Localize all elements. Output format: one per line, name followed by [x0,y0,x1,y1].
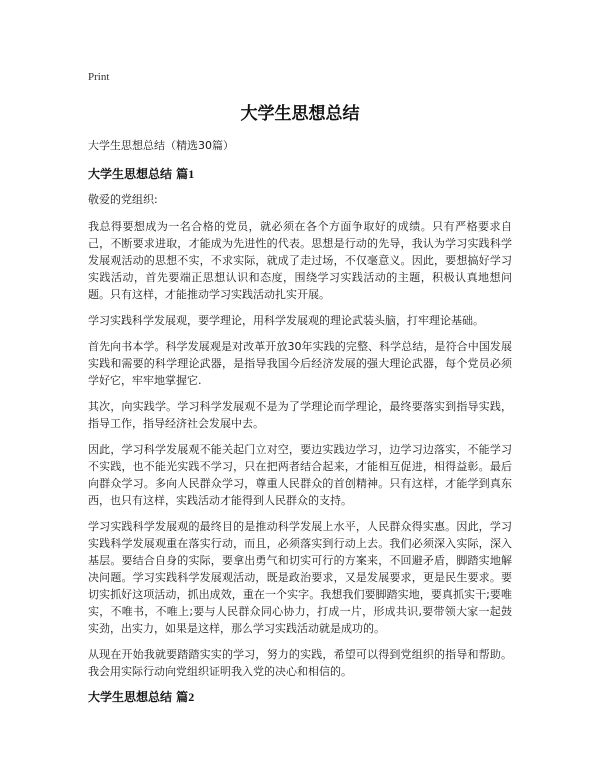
paragraph: 学习实践科学发展观的最终目的是推动科学发展上水平，人民群众得实惠。因此，学习实践科学发展观重在落实行动，而且，必须落实到行动上去。我们必须深入实际，深入基层。要结合自身的实际，要拿出勇气和切实可行的方案来，不回避矛盾，脚踏实地解决问题。学习实践科学发展观活动，既是政治要求，又是发展要求，更是民生要求。要切实抓好这项活动，抓出成效，重在一个实字。我想我们要脚踏实地，要真抓实干;要唯实，不唯书，不唯上;要与人民群众同心协力，打成一片，形成共识,要带领大家一起鼓实劲，出实力，如果是这样，那么学习实践活动就是成功的。 [88,520,512,635]
salutation: 敬爱的党组织: [88,193,158,206]
paragraph: 因此，学习科学发展观不能关起门立对空，要边实践边学习，边学习边落实，不能学习不实践，也不能光实践不学习，只在把两者结合起来，才能相互促进，相得益彰。最后向群众学习。多向人民群众学习，尊重人民群众的首创精神。只有这样，才能学到真东西，也只有这样，实践活动才能得到人民群众的支持。 [88,443,512,507]
section-heading-number: 1 [188,167,195,181]
print-label[interactable]: Print [88,71,110,83]
section-1 [88,166,512,680]
paragraph: 其次，向实践学。学习科学发展观不是为了学理论而学理论，最终要落实到指导实践，指导工作，指导经济社会发展中去。 [88,400,512,430]
section-heading-text: 大学生思想总结 篇 [88,167,189,181]
section-2 [88,689,512,705]
paragraph: 学习实践科学发展观，要学理论，用科学发展观的理论武装头脑，打牢理论基础。 [88,314,484,327]
paragraph: 从现在开始我就要踏踏实实的学习，努力的实践，希望可以得到党组织的指导和帮助。我会用实际行动向党组织证明我入党的决心和相信的。 [88,648,512,678]
section-heading-number: 2 [188,690,195,704]
section-heading-text: 大学生思想总结 篇 [88,690,189,704]
paragraph: 我总得要想成为一名合格的党员，就必须在各个方面争取好的成绩。只有严格要求自己，不断要求进取，才能成为先进性的代表。思想是行动的先导，我认为学习实践科学发展观活动的思想不实，不求实际，就成了走过场，不仅毫意义。因此，要想搞好学习实践活动，首先要端正思想认识和态度，围绕学习实践活动的主题，积极认真地想问题。只有这样，才能推动学习实践活动扎实开展。 [88,220,512,301]
section-heading [88,166,512,182]
paragraph: 首先向书本学。科学发展观是对改革开放30年实践的完整、科学总结，是符合中国发展实践和需要的科学理论武器，是指导我国今后经济发展的强大理论武器，每个党员必须学好它，牢牢地掌握它. [88,340,512,387]
subtitle: 大学生思想总结（精选30篇） [88,139,234,152]
page-title: 大学生思想总结 [240,104,360,124]
section-heading [88,689,512,705]
